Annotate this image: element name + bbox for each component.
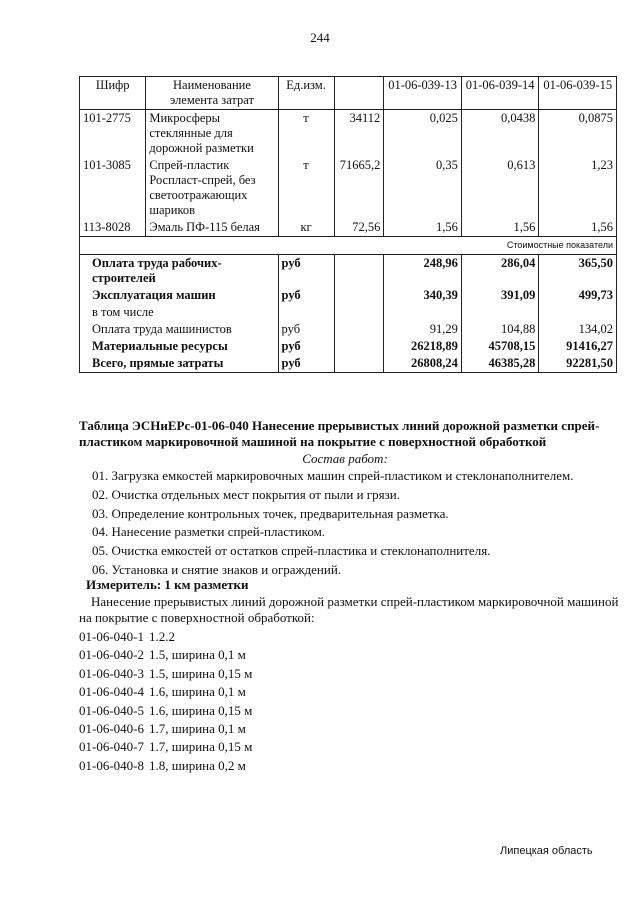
table-title: Таблица ЭСНиЕРс-01-06-040 Нанесение прерывистых линий дорожной разметки спрей-пластиком маркировочной машиной на покрытие с поверхностной обработкой: [79, 418, 600, 449]
header-code: Шифр: [80, 77, 146, 110]
cost-row: [80, 287, 617, 304]
code-row: [79, 665, 252, 683]
material-value-3: 1,56: [539, 219, 617, 237]
header-col-3: 01-06-039-15: [539, 77, 617, 110]
material-value-3: 0,0875: [539, 110, 617, 158]
cost-name: Всего, прямые затраты: [80, 355, 279, 373]
code-number: 01-06-040-1: [79, 629, 144, 644]
code-text: 1.7, ширина 0,15 м: [149, 739, 253, 755]
cost-unit: руб: [278, 255, 334, 288]
cost-unit: руб: [278, 355, 334, 373]
material-unit: кг: [278, 219, 334, 237]
cost-value-1: 248,96: [384, 255, 462, 288]
header-col-1: 01-06-039-13: [384, 77, 462, 110]
code-row: [79, 646, 252, 664]
cost-value-3: 365,50: [539, 255, 617, 288]
header-name: Наименование элемента затрат: [146, 77, 278, 110]
table-header-row: [80, 77, 617, 110]
code-number: 01-06-040-2: [79, 647, 144, 663]
header-price: [334, 77, 384, 110]
material-unit: т: [278, 110, 334, 158]
cost-price-empty: [334, 355, 384, 373]
code-row: [79, 683, 252, 701]
code-number: 01-06-040-5: [79, 702, 144, 718]
material-value-1: 1,56: [384, 219, 462, 237]
work-item: 05. Очистка емкостей от остатков спрей-пластика и стеклонаполнителя.: [92, 543, 491, 559]
cost-value-3: 134,02: [539, 321, 617, 338]
code-number: 01-06-040-6: [79, 721, 144, 737]
material-name: Эмаль ПФ-115 белая: [146, 219, 278, 237]
codes-list: [79, 628, 252, 775]
page-number: 244: [310, 30, 330, 45]
materials-body: [80, 110, 617, 237]
cost-value-3: 499,73: [539, 287, 617, 304]
cost-price-empty: [334, 304, 384, 321]
cost-value-1: 26218,89: [384, 338, 462, 355]
material-price: 34112: [334, 110, 384, 158]
work-item: 02. Очистка отдельных мест покрытия от пыли и грязи.: [92, 486, 400, 502]
stoim-row: [80, 237, 617, 255]
cost-value-2: 45708,15: [461, 338, 539, 355]
code-text: 1.7, ширина 0,1 м: [149, 721, 246, 737]
material-code: 101-2775: [80, 110, 146, 158]
cost-value-3: [539, 304, 617, 321]
header-col-2: 01-06-039-14: [461, 77, 539, 110]
cost-value-1: 340,39: [384, 287, 462, 304]
work-item: 04. Нанесение разметки спрей-пластиком.: [92, 524, 326, 540]
meter-label: Измеритель: 1 км разметки: [86, 577, 249, 592]
cost-unit: руб: [278, 287, 334, 304]
cost-row: [80, 255, 617, 288]
region-label: Липецкая область: [500, 845, 593, 857]
description: Нанесение прерывистых линий дорожной разметки спрей-пластиком маркировочной машиной на покрытие с поверхностной обработкой:: [79, 594, 619, 625]
cost-price-empty: [334, 287, 384, 304]
cost-value-1: [384, 304, 462, 321]
sostav-label: Состав работ:: [302, 451, 388, 466]
cost-value-3: 91416,27: [539, 338, 617, 355]
cost-name: Оплата труда рабочих-строителей: [80, 255, 279, 288]
material-unit: т: [278, 157, 334, 219]
stoim-label: Стоимостные показатели: [80, 237, 617, 255]
cost-value-1: 26808,24: [384, 355, 462, 373]
code-row: [79, 757, 252, 775]
cost-value-1: 91,29: [384, 321, 462, 338]
work-item: 03. Определение контрольных точек, предварительная разметка.: [92, 505, 449, 521]
cost-value-3: 92281,50: [539, 355, 617, 373]
material-value-3: 1,23: [539, 157, 617, 219]
material-name: Микросферы стеклянные для дорожной разметки: [146, 110, 278, 158]
code-text: 1.2.2: [149, 629, 175, 644]
material-row: [80, 219, 617, 237]
code-text: 1.6, ширина 0,15 м: [149, 702, 253, 718]
code-number: 01-06-040-3: [79, 665, 144, 681]
costs-body: [80, 255, 617, 373]
cost-row: [80, 338, 617, 355]
material-value-2: 0,613: [461, 157, 539, 219]
cost-unit: руб: [278, 338, 334, 355]
cost-price-empty: [334, 338, 384, 355]
cost-name: Эксплуатация машин: [80, 287, 279, 304]
cost-value-2: 391,09: [461, 287, 539, 304]
cost-value-2: 46385,28: [461, 355, 539, 373]
code-row: [79, 702, 252, 720]
code-row: [79, 738, 252, 756]
code-text: 1.5, ширина 0,15 м: [149, 665, 253, 681]
cost-row: [80, 321, 617, 338]
cost-unit: руб: [278, 321, 334, 338]
material-price: 71665,2: [334, 157, 384, 219]
work-item: 06. Установка и снятие знаков и ограждений.: [92, 561, 342, 577]
resources-table: [79, 76, 617, 373]
header-unit: Ед.изм.: [278, 77, 334, 110]
cost-price-empty: [334, 255, 384, 288]
material-value-2: 0,0438: [461, 110, 539, 158]
code-row: [79, 628, 252, 646]
cost-value-2: 104,88: [461, 321, 539, 338]
works-list: [92, 467, 574, 580]
material-price: 72,56: [334, 219, 384, 237]
work-item: 01. Загрузка емкостей маркировочных машин спрей-пластиком и стеклонаполнителем.: [92, 468, 574, 483]
code-number: 01-06-040-4: [79, 684, 144, 700]
code-row: [79, 720, 252, 738]
material-code: 113-8028: [80, 219, 146, 237]
material-value-2: 1,56: [461, 219, 539, 237]
material-value-1: 0,35: [384, 157, 462, 219]
code-number: 01-06-040-7: [79, 739, 144, 755]
material-row: [80, 157, 617, 219]
code-text: 1.5, ширина 0,1 м: [149, 647, 246, 663]
cost-value-2: [461, 304, 539, 321]
cost-unit: [278, 304, 334, 321]
material-code: 101-3085: [80, 157, 146, 219]
material-name: Спрей-пластик Роспласт-спрей, без светоотражающих шариков: [146, 157, 278, 219]
code-text: 1.6, ширина 0,1 м: [149, 684, 246, 700]
cost-name: Материальные ресурсы: [80, 338, 279, 355]
cost-name: Оплата труда машинистов: [80, 321, 279, 338]
material-value-1: 0,025: [384, 110, 462, 158]
cost-name: в том числе: [80, 304, 279, 321]
code-number: 01-06-040-8: [79, 757, 144, 773]
cost-value-2: 286,04: [461, 255, 539, 288]
code-text: 1.8, ширина 0,2 м: [149, 757, 246, 773]
material-row: [80, 110, 617, 158]
cost-price-empty: [334, 321, 384, 338]
cost-row: [80, 355, 617, 373]
cost-row: [80, 304, 617, 321]
